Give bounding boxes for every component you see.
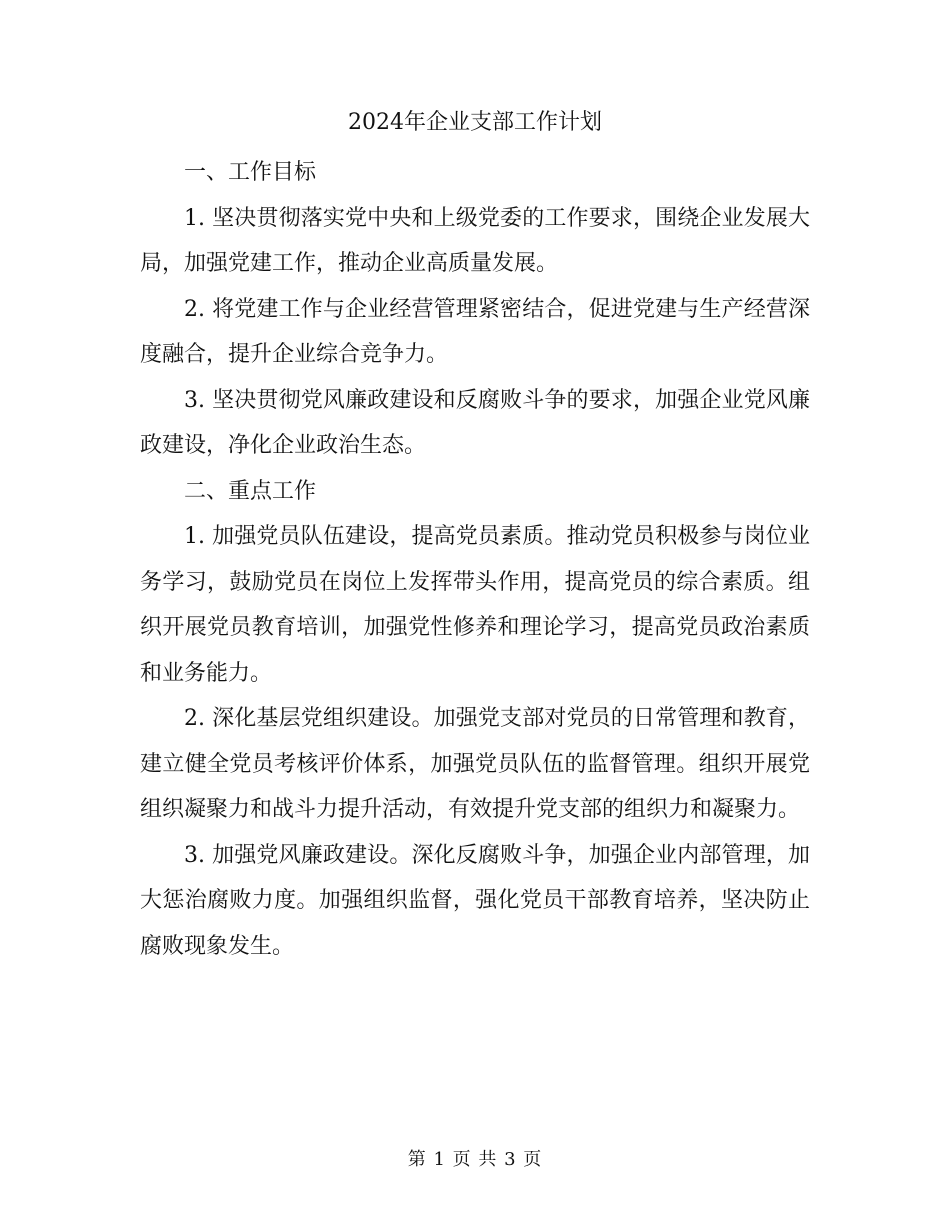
paragraph: 3. 坚决贯彻党风廉政建设和反腐败斗争的要求，加强企业党风廉政建设，净化企业政治生态。 [140,387,810,458]
paragraph: 3. 加强党风廉政建设。深化反腐败斗争，加强企业内部管理，加大惩治腐败力度。加强组织监督，强化党员干部教育培养，坚决防止腐败现象发生。 [140,842,810,959]
section-heading-goals: 一、工作目标 [184,160,317,185]
paragraph: 1. 坚决贯彻落实党中央和上级党委的工作要求，围绕企业发展大局，加强党建工作，推动企业高质量发展。 [140,205,810,276]
paragraph: 1. 加强党员队伍建设，提高党员素质。推动党员积极参与岗位业务学习，鼓励党员在岗位上发挥带头作用，提高党员的综合素质。组织开展党员教育培训，加强党性修养和理论学习，提高党员政治素质和业务能力。 [140,524,810,686]
paragraph: 2. 将党建工作与企业经营管理紧密结合，促进党建与生产经营深度融合，提升企业综合竞争力。 [140,296,810,367]
page-number: 第 1 页 共 3 页 [407,1149,543,1170]
section-heading-key-work: 二、重点工作 [184,478,317,504]
document-body [140,150,810,969]
paragraph: 2. 深化基层党组织建设。加强党支部对党员的日常管理和教育，建立健全党员考核评价体系，加强党员队伍的监督管理。组织开展党组织凝聚力和战斗力提升活动，有效提升党支部的组织力和凝聚力。 [140,706,810,822]
document-title: 2024年企业支部工作计划 [348,110,602,135]
